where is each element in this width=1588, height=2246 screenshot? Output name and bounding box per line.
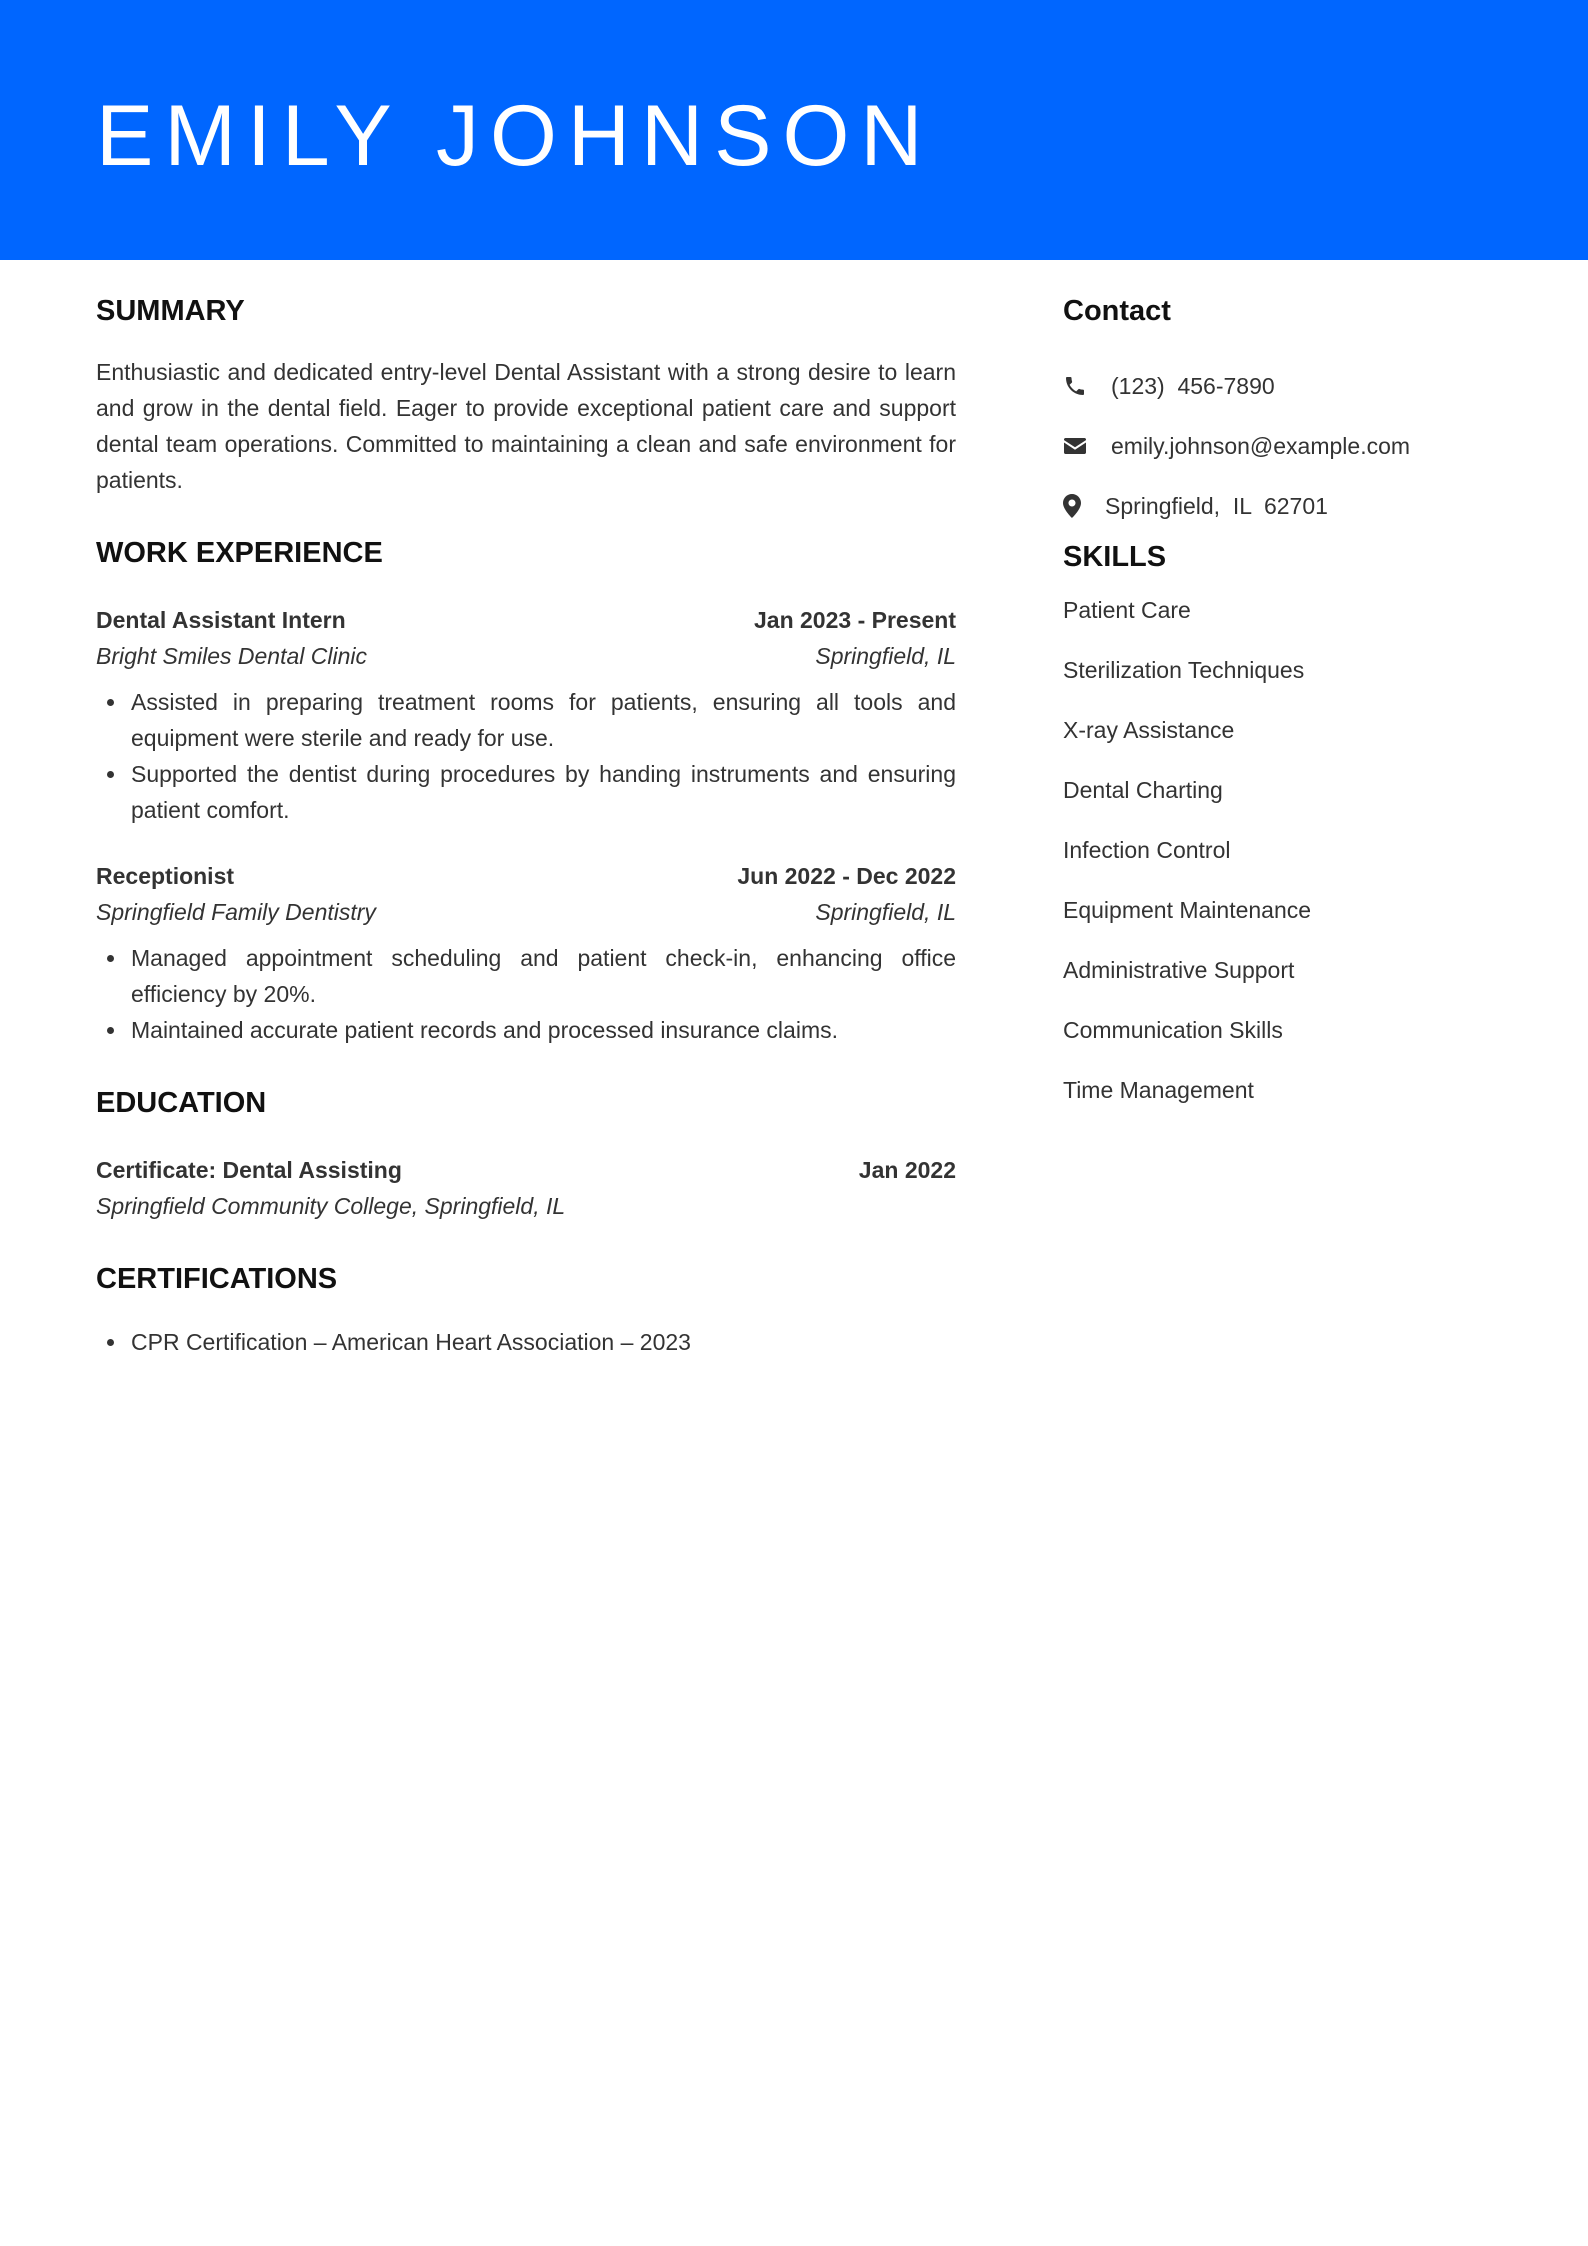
contact-title: Contact [1063, 295, 1171, 327]
education-date: Jan 2022 [858, 1157, 956, 1183]
work-experience-title: WORK EXPERIENCE [96, 537, 383, 569]
skill-item: Equipment Maintenance [1063, 897, 1312, 923]
contact-email [1063, 416, 1493, 476]
job-bullets [96, 684, 956, 828]
summary-section [96, 290, 956, 498]
job-employer: Bright Smiles Dental Clinic [96, 643, 367, 669]
education-entry [96, 1152, 956, 1224]
education-degree: Certificate: Dental Assisting [96, 1157, 402, 1183]
skill-item: Dental Charting [1063, 777, 1223, 803]
candidate-name: EMILY JOHNSON [96, 88, 934, 184]
skill-item: Time Management [1063, 1077, 1254, 1103]
certifications-list [96, 1324, 956, 1360]
envelope-icon [1063, 436, 1111, 456]
contact-phone [1063, 356, 1493, 416]
skill-item: Sterilization Techniques [1063, 657, 1305, 683]
contact-list [1063, 356, 1493, 536]
education-school: Springfield Community College, Springfield, IL [96, 1193, 566, 1219]
skill-item: Patient Care [1063, 597, 1191, 623]
education-section [96, 1082, 956, 1224]
skill-item: X-ray Assistance [1063, 717, 1235, 743]
summary-title: SUMMARY [96, 295, 245, 327]
summary-text: Enthusiastic and dedicated entry-level Dental Assistant with a strong desire to learn and grow in the dental field. Eager to provide exceptional patient care and support dental team operations. Committed to maintaining a clean and safe environment for patients. [96, 359, 956, 493]
map-marker-icon [1063, 494, 1105, 518]
job-dates: Jun 2022 - Dec 2022 [737, 863, 956, 889]
job-bullet: Supported the dentist during procedures by handing instruments and ensuring patient comfort. [131, 756, 956, 828]
job-entry [96, 858, 956, 1048]
education-title: EDUCATION [96, 1087, 267, 1119]
skills-title: SKILLS [1063, 541, 1167, 573]
contact-phone-text: (123) 456-7890 [1111, 372, 1275, 399]
skills-list [1063, 592, 1493, 1132]
skill-item: Communication Skills [1063, 1017, 1283, 1043]
job-dates: Jan 2023 - Present [753, 607, 956, 633]
certifications-section [96, 1258, 956, 1360]
job-employer: Springfield Family Dentistry [96, 899, 376, 925]
job-bullet: Assisted in preparing treatment rooms for patients, ensuring all tools and equipment were sterile and ready for use. [131, 684, 956, 756]
job-bullets [96, 940, 956, 1048]
skill-item: Administrative Support [1063, 957, 1295, 983]
job-location: Springfield, IL [815, 643, 956, 669]
contact-email-text[interactable]: emily.johnson@example.com [1111, 432, 1411, 459]
contact-location-text: Springfield, IL 62701 [1105, 492, 1328, 519]
main-column [96, 290, 956, 1360]
header-banner [0, 0, 1588, 260]
job-location: Springfield, IL [815, 899, 956, 925]
job-role: Dental Assistant Intern [96, 607, 346, 633]
contact-location [1063, 476, 1493, 536]
phone-icon [1063, 374, 1111, 398]
job-bullet: Managed appointment scheduling and patient check-in, enhancing office efficiency by 20%. [131, 940, 956, 1012]
sidebar-column [1063, 290, 1493, 1132]
job-role: Receptionist [96, 863, 235, 889]
skill-item: Infection Control [1063, 837, 1231, 863]
certification-item: CPR Certification – American Heart Association – 2023 [131, 1324, 956, 1360]
certifications-title: CERTIFICATIONS [96, 1263, 338, 1295]
job-entry [96, 602, 956, 828]
work-experience-section [96, 532, 956, 1048]
job-bullet: Maintained accurate patient records and processed insurance claims. [131, 1012, 956, 1048]
